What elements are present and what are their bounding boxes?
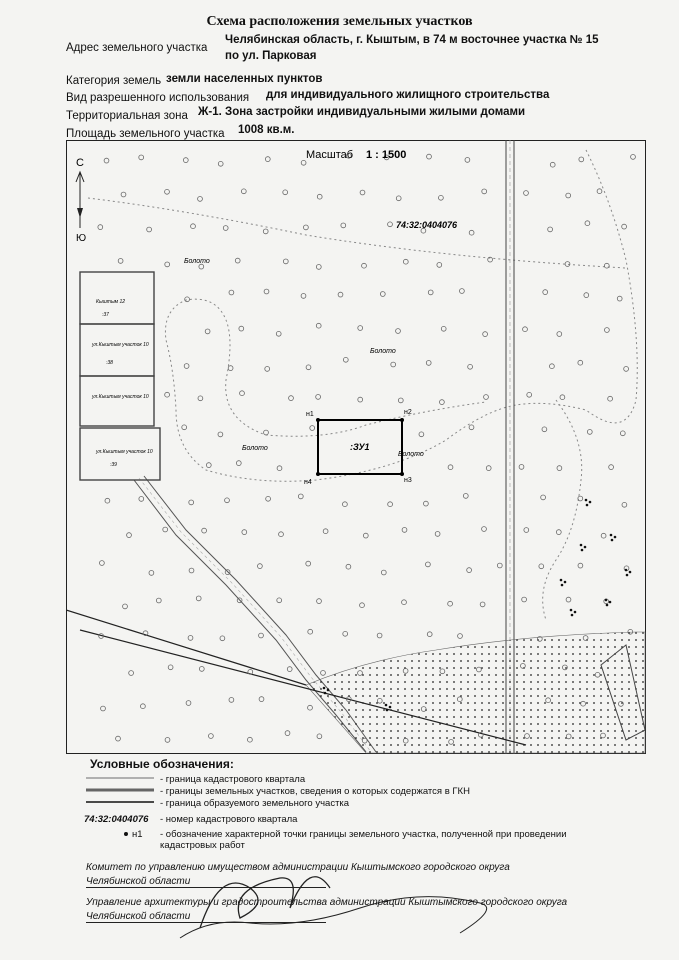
tree-symbol — [396, 196, 401, 201]
tree-symbol — [298, 494, 303, 499]
tree-symbol — [465, 158, 470, 163]
tree-symbol — [391, 362, 396, 367]
tree-symbol — [419, 432, 424, 437]
shrub-dot — [589, 501, 592, 504]
arch-line1: Управление архитектуры и градостроительства администрации Кыштымского городского округа — [86, 897, 568, 908]
tree-symbol — [183, 158, 188, 163]
shrub-dot — [614, 536, 617, 539]
tree-symbol — [620, 431, 625, 436]
tree-symbol — [469, 425, 474, 430]
tree-symbol — [597, 189, 602, 194]
tree-symbol — [556, 530, 561, 535]
tree-symbol — [458, 634, 463, 639]
tree-symbol — [360, 190, 365, 195]
tree-symbol — [469, 230, 474, 235]
tree-symbol — [98, 225, 103, 230]
shrub-dot — [570, 609, 573, 612]
tree-symbol — [566, 597, 571, 602]
tree-symbol — [587, 430, 592, 435]
tree-symbol — [440, 400, 445, 405]
tree-symbol — [321, 671, 326, 676]
shrub-dot — [626, 574, 629, 577]
tree-symbol — [206, 463, 211, 468]
shrub-dot — [385, 704, 388, 707]
tree-symbol — [308, 629, 313, 634]
swamp-label-4: Болото — [398, 451, 424, 458]
tree-symbol — [263, 229, 268, 234]
tree-symbol — [259, 633, 264, 638]
shrub-dot — [564, 581, 567, 584]
tree-symbol — [240, 391, 245, 396]
document-title: Схема расположения земельных участков — [206, 14, 473, 29]
tree-symbol — [428, 290, 433, 295]
tree-symbol — [196, 596, 201, 601]
tree-symbol — [141, 704, 146, 709]
tree-symbol — [165, 392, 170, 397]
tree-symbol — [557, 332, 562, 337]
tree-symbol — [439, 195, 444, 200]
tree-symbol — [242, 530, 247, 535]
tree-symbol — [497, 563, 502, 568]
tree-symbol — [285, 731, 290, 736]
tree-symbol — [316, 265, 321, 270]
tree-symbol — [578, 563, 583, 568]
tree-symbol — [426, 361, 431, 366]
tree-symbol — [184, 364, 189, 369]
category-label: Категория земель — [66, 75, 162, 87]
legend-code-point: н1 — [132, 829, 143, 840]
tree-symbol — [185, 297, 190, 302]
tree-symbol — [223, 226, 228, 231]
tree-symbol — [622, 224, 627, 229]
tree-symbol — [283, 190, 288, 195]
tree-symbol — [277, 466, 282, 471]
tree-symbol — [424, 501, 429, 506]
legend-item-5b: кадастровых работ — [160, 840, 245, 851]
tree-symbol — [165, 262, 170, 267]
shrub-dot — [574, 611, 577, 614]
use-label: Вид разрешенного использования — [66, 92, 250, 104]
tree-symbol — [608, 396, 613, 401]
swamp-label-1: Болото — [184, 258, 210, 265]
tree-symbol — [287, 667, 292, 672]
tree-symbol — [283, 259, 288, 264]
tree-symbol — [139, 497, 144, 502]
tree-symbol — [358, 326, 363, 331]
tree-symbol — [543, 290, 548, 295]
tree-symbol — [398, 398, 403, 403]
shrub-dot — [611, 539, 614, 542]
address-label: Адрес земельного участка — [66, 42, 208, 54]
tree-symbol — [362, 263, 367, 268]
shrub-dot — [605, 599, 608, 602]
point-n4-label: н4 — [304, 479, 312, 486]
tree-symbol — [198, 396, 203, 401]
legend-point-marker — [124, 832, 128, 836]
terrain-boundary-east — [543, 400, 582, 620]
point-n2-marker — [400, 418, 404, 422]
tree-symbol — [523, 327, 528, 332]
legend-item-1: - граница кадастрового квартала — [160, 774, 306, 785]
shrub-dot — [571, 614, 574, 617]
tree-symbol — [437, 263, 442, 268]
tree-symbol — [323, 529, 328, 534]
tree-symbol — [548, 227, 553, 232]
tree-symbol — [168, 665, 173, 670]
tree-symbol — [435, 532, 440, 537]
tree-symbol — [228, 366, 233, 371]
neighbor-label-7: :39 — [110, 462, 117, 468]
tree-symbol — [539, 564, 544, 569]
tree-symbol — [308, 705, 313, 710]
tree-symbol — [427, 632, 432, 637]
tree-symbol — [578, 360, 583, 365]
address-value-line1: Челябинская область, г. Кыштым, в 74 м восточнее участка № 15 — [225, 34, 599, 46]
tree-symbol — [480, 602, 485, 607]
tree-symbol — [388, 222, 393, 227]
tree-symbol — [189, 500, 194, 505]
tree-symbol — [346, 564, 351, 569]
tree-symbol — [218, 432, 223, 437]
tree-symbol — [147, 227, 152, 232]
tree-symbol — [279, 532, 284, 537]
legend-code-quarter: 74:32:0404076 — [84, 814, 149, 825]
tree-symbol — [105, 498, 110, 503]
tree-symbol — [301, 294, 306, 299]
tree-symbol — [235, 258, 240, 263]
tree-symbol — [527, 392, 532, 397]
shrub-dot — [560, 579, 563, 582]
tree-symbol — [104, 158, 109, 163]
tree-symbol — [557, 466, 562, 471]
plot-label: :ЗУ1 — [350, 442, 370, 452]
tree-symbol — [139, 155, 144, 160]
tree-symbol — [182, 425, 187, 430]
tree-symbol — [578, 496, 583, 501]
use-value: для индивидуального жилищного строительства — [266, 89, 550, 101]
tree-symbol — [129, 671, 134, 676]
tree-symbol — [277, 598, 282, 603]
tree-symbol — [482, 527, 487, 532]
tree-symbol — [622, 502, 627, 507]
boundary-diagonal-2 — [66, 610, 306, 685]
tree-symbol — [541, 495, 546, 500]
shrub-dot — [581, 549, 584, 552]
tree-symbol — [259, 697, 264, 702]
swamp-label-2: Болото — [370, 348, 396, 355]
tree-symbol — [264, 430, 269, 435]
neighbor-label-3: ул.Кыштым участок 10 — [92, 342, 149, 348]
tree-symbol — [100, 561, 105, 566]
tree-symbol — [524, 191, 529, 196]
tree-symbol — [377, 633, 382, 638]
south-label: Ю — [76, 233, 87, 244]
tree-symbol — [522, 597, 527, 602]
committee-line1: Комитет по управлению имуществом администрации Кыштымского городского округа — [86, 862, 510, 873]
tree-symbol — [519, 465, 524, 470]
shrub-dot — [629, 571, 632, 574]
tree-symbol — [460, 289, 465, 294]
tree-symbol — [550, 162, 555, 167]
tree-symbol — [239, 326, 244, 331]
tree-symbol — [560, 395, 565, 400]
tree-symbol — [631, 155, 636, 160]
shrub-dot — [327, 689, 330, 692]
tree-symbol — [306, 365, 311, 370]
tree-symbol — [317, 194, 322, 199]
tree-symbol — [358, 397, 363, 402]
area-value: 1008 кв.м. — [238, 124, 295, 136]
tree-symbol — [441, 326, 446, 331]
neighbor-label-4: :38 — [106, 360, 113, 366]
terrain-boundary — [88, 198, 626, 268]
neighbor-label-1: Кыштым 12 — [96, 299, 125, 305]
tree-symbol — [229, 290, 234, 295]
category-value: земли населенных пунктов — [166, 73, 323, 85]
tree-symbol — [116, 736, 121, 741]
shrub-dot — [606, 604, 609, 607]
tree-symbol — [316, 395, 321, 400]
tree-symbol — [483, 332, 488, 337]
point-n3-marker — [400, 472, 404, 476]
arch-line2: Челябинской области — [86, 911, 326, 923]
shrub-dot — [386, 709, 389, 712]
neighbor-label-5: ул.Кыштым участок 10 — [92, 394, 149, 400]
tree-symbol — [101, 706, 106, 711]
tree-symbol — [601, 533, 606, 538]
tree-symbol — [191, 224, 196, 229]
tree-symbol — [276, 331, 281, 336]
tree-symbol — [265, 367, 270, 372]
shrub-dot — [585, 499, 588, 502]
tree-symbol — [123, 604, 128, 609]
tree-symbol — [463, 494, 468, 499]
neighbor-label-2: :37 — [102, 312, 109, 318]
scale-label: Масштаб — [306, 149, 354, 161]
handwritten-signature — [160, 848, 520, 948]
compass-tail-icon — [77, 208, 83, 218]
tree-symbol — [265, 157, 270, 162]
tree-symbol — [388, 502, 393, 507]
tree-symbol — [468, 364, 473, 369]
tree-symbol — [304, 225, 309, 230]
shrub-dot — [324, 692, 327, 695]
legend-item-2: - границы земельных участков, сведения о которых содержатся в ГКН — [160, 786, 470, 797]
tree-symbol — [289, 396, 294, 401]
tree-symbol — [149, 571, 154, 576]
point-n1-marker — [316, 418, 320, 422]
legend-item-4: - номер кадастрового квартала — [160, 814, 298, 825]
point-n4-marker — [316, 472, 320, 476]
tree-symbol — [156, 598, 161, 603]
tree-symbol — [550, 364, 555, 369]
shrub-dot — [584, 546, 587, 549]
neighbor-parcel-mid — [80, 376, 154, 426]
tree-symbol — [202, 528, 207, 533]
quarter-number: 74:32:0404076 — [396, 220, 458, 230]
tree-symbol — [310, 426, 315, 431]
tree-symbol — [566, 193, 571, 198]
tree-symbol — [317, 599, 322, 604]
tree-symbol — [579, 157, 584, 162]
tree-symbol — [624, 367, 629, 372]
north-label: С — [76, 157, 84, 169]
tree-symbol — [165, 738, 170, 743]
tree-symbol — [482, 189, 487, 194]
tree-symbol — [121, 192, 126, 197]
neighbor-parcel-38 — [80, 324, 154, 376]
tree-symbol — [486, 466, 491, 471]
committee-line2: Челябинской области — [86, 876, 326, 888]
point-n2-label: н2 — [404, 409, 412, 416]
tree-symbol — [236, 461, 241, 466]
tree-symbol — [605, 328, 610, 333]
tree-symbol — [199, 667, 204, 672]
tree-symbol — [427, 154, 432, 159]
shrub-dot — [323, 687, 326, 690]
tree-symbol — [448, 601, 453, 606]
legend-item-3: - граница образуемого земельного участка — [160, 798, 350, 809]
tree-symbol — [338, 292, 343, 297]
tree-symbol — [258, 564, 263, 569]
tree-symbol — [205, 329, 210, 334]
zone-label: Территориальная зона — [66, 110, 188, 122]
tree-symbol — [585, 221, 590, 226]
tree-symbol — [381, 570, 386, 575]
tree-symbol — [584, 293, 589, 298]
tree-symbol — [266, 496, 271, 501]
legend-symbols — [86, 772, 158, 842]
tree-symbol — [402, 600, 407, 605]
tree-symbol — [604, 263, 609, 268]
tree-symbol — [316, 323, 321, 328]
shrub-dot — [586, 504, 589, 507]
tree-symbol — [248, 737, 253, 742]
tree-symbol — [396, 329, 401, 334]
tree-symbol — [165, 189, 170, 194]
tree-symbol — [343, 502, 348, 507]
tree-symbol — [484, 395, 489, 400]
tree-symbol — [306, 561, 311, 566]
tree-symbol — [341, 223, 346, 228]
tree-symbol — [467, 568, 472, 573]
tree-symbol — [403, 259, 408, 264]
area-label: Площадь земельного участка — [66, 128, 225, 140]
tree-symbol — [380, 292, 385, 297]
tree-symbol — [198, 197, 203, 202]
tree-symbol — [127, 533, 132, 538]
tree-symbol — [360, 603, 365, 608]
tree-symbol — [218, 161, 223, 166]
shrub-dot — [609, 601, 612, 604]
tree-symbol — [426, 562, 431, 567]
tree-symbol — [617, 296, 622, 301]
shrub-dot — [561, 584, 564, 587]
neighbor-label-6: ул.Кыштым участок 10 — [96, 449, 153, 455]
point-n1-label: н1 — [306, 411, 314, 418]
swamp-label-3: Болото — [242, 445, 268, 452]
shrub-dot — [389, 706, 392, 709]
shrub-dot — [610, 534, 613, 537]
tree-symbol — [264, 289, 269, 294]
tree-symbol — [118, 259, 123, 264]
tree-symbol — [301, 160, 306, 165]
legend-title: Условные обозначения: — [90, 757, 234, 771]
tree-symbol — [225, 498, 230, 503]
tree-symbol — [343, 631, 348, 636]
point-n3-label: н3 — [404, 477, 412, 484]
tree-symbol — [542, 427, 547, 432]
tree-symbol — [188, 636, 193, 641]
tree-symbol — [448, 465, 453, 470]
tree-symbol — [189, 568, 194, 573]
scale-value: 1 : 1500 — [366, 149, 407, 161]
tree-symbol — [317, 734, 322, 739]
site-map — [66, 140, 646, 754]
stipple-area — [306, 632, 645, 753]
shrub-dot — [625, 569, 628, 572]
tree-symbol — [229, 698, 234, 703]
tree-symbol — [343, 357, 348, 362]
tree-symbol — [363, 533, 368, 538]
tree-symbol — [609, 465, 614, 470]
zone-value: Ж-1. Зона застройки индивидуальными жилыми домами — [198, 106, 526, 118]
tree-symbol — [241, 189, 246, 194]
tree-symbol — [186, 701, 191, 706]
tree-symbol — [209, 734, 214, 739]
tree-symbol — [220, 636, 225, 641]
tree-symbol — [163, 527, 168, 532]
tree-symbol — [524, 528, 529, 533]
legend-item-5: - обозначение характерной точки границы земельного участка, полученной при проведении — [160, 829, 567, 840]
address-value-line2: по ул. Парковая — [225, 50, 317, 62]
neighbor-parcel-37 — [80, 272, 154, 324]
shrub-dot — [580, 544, 583, 547]
tree-symbol — [402, 528, 407, 533]
